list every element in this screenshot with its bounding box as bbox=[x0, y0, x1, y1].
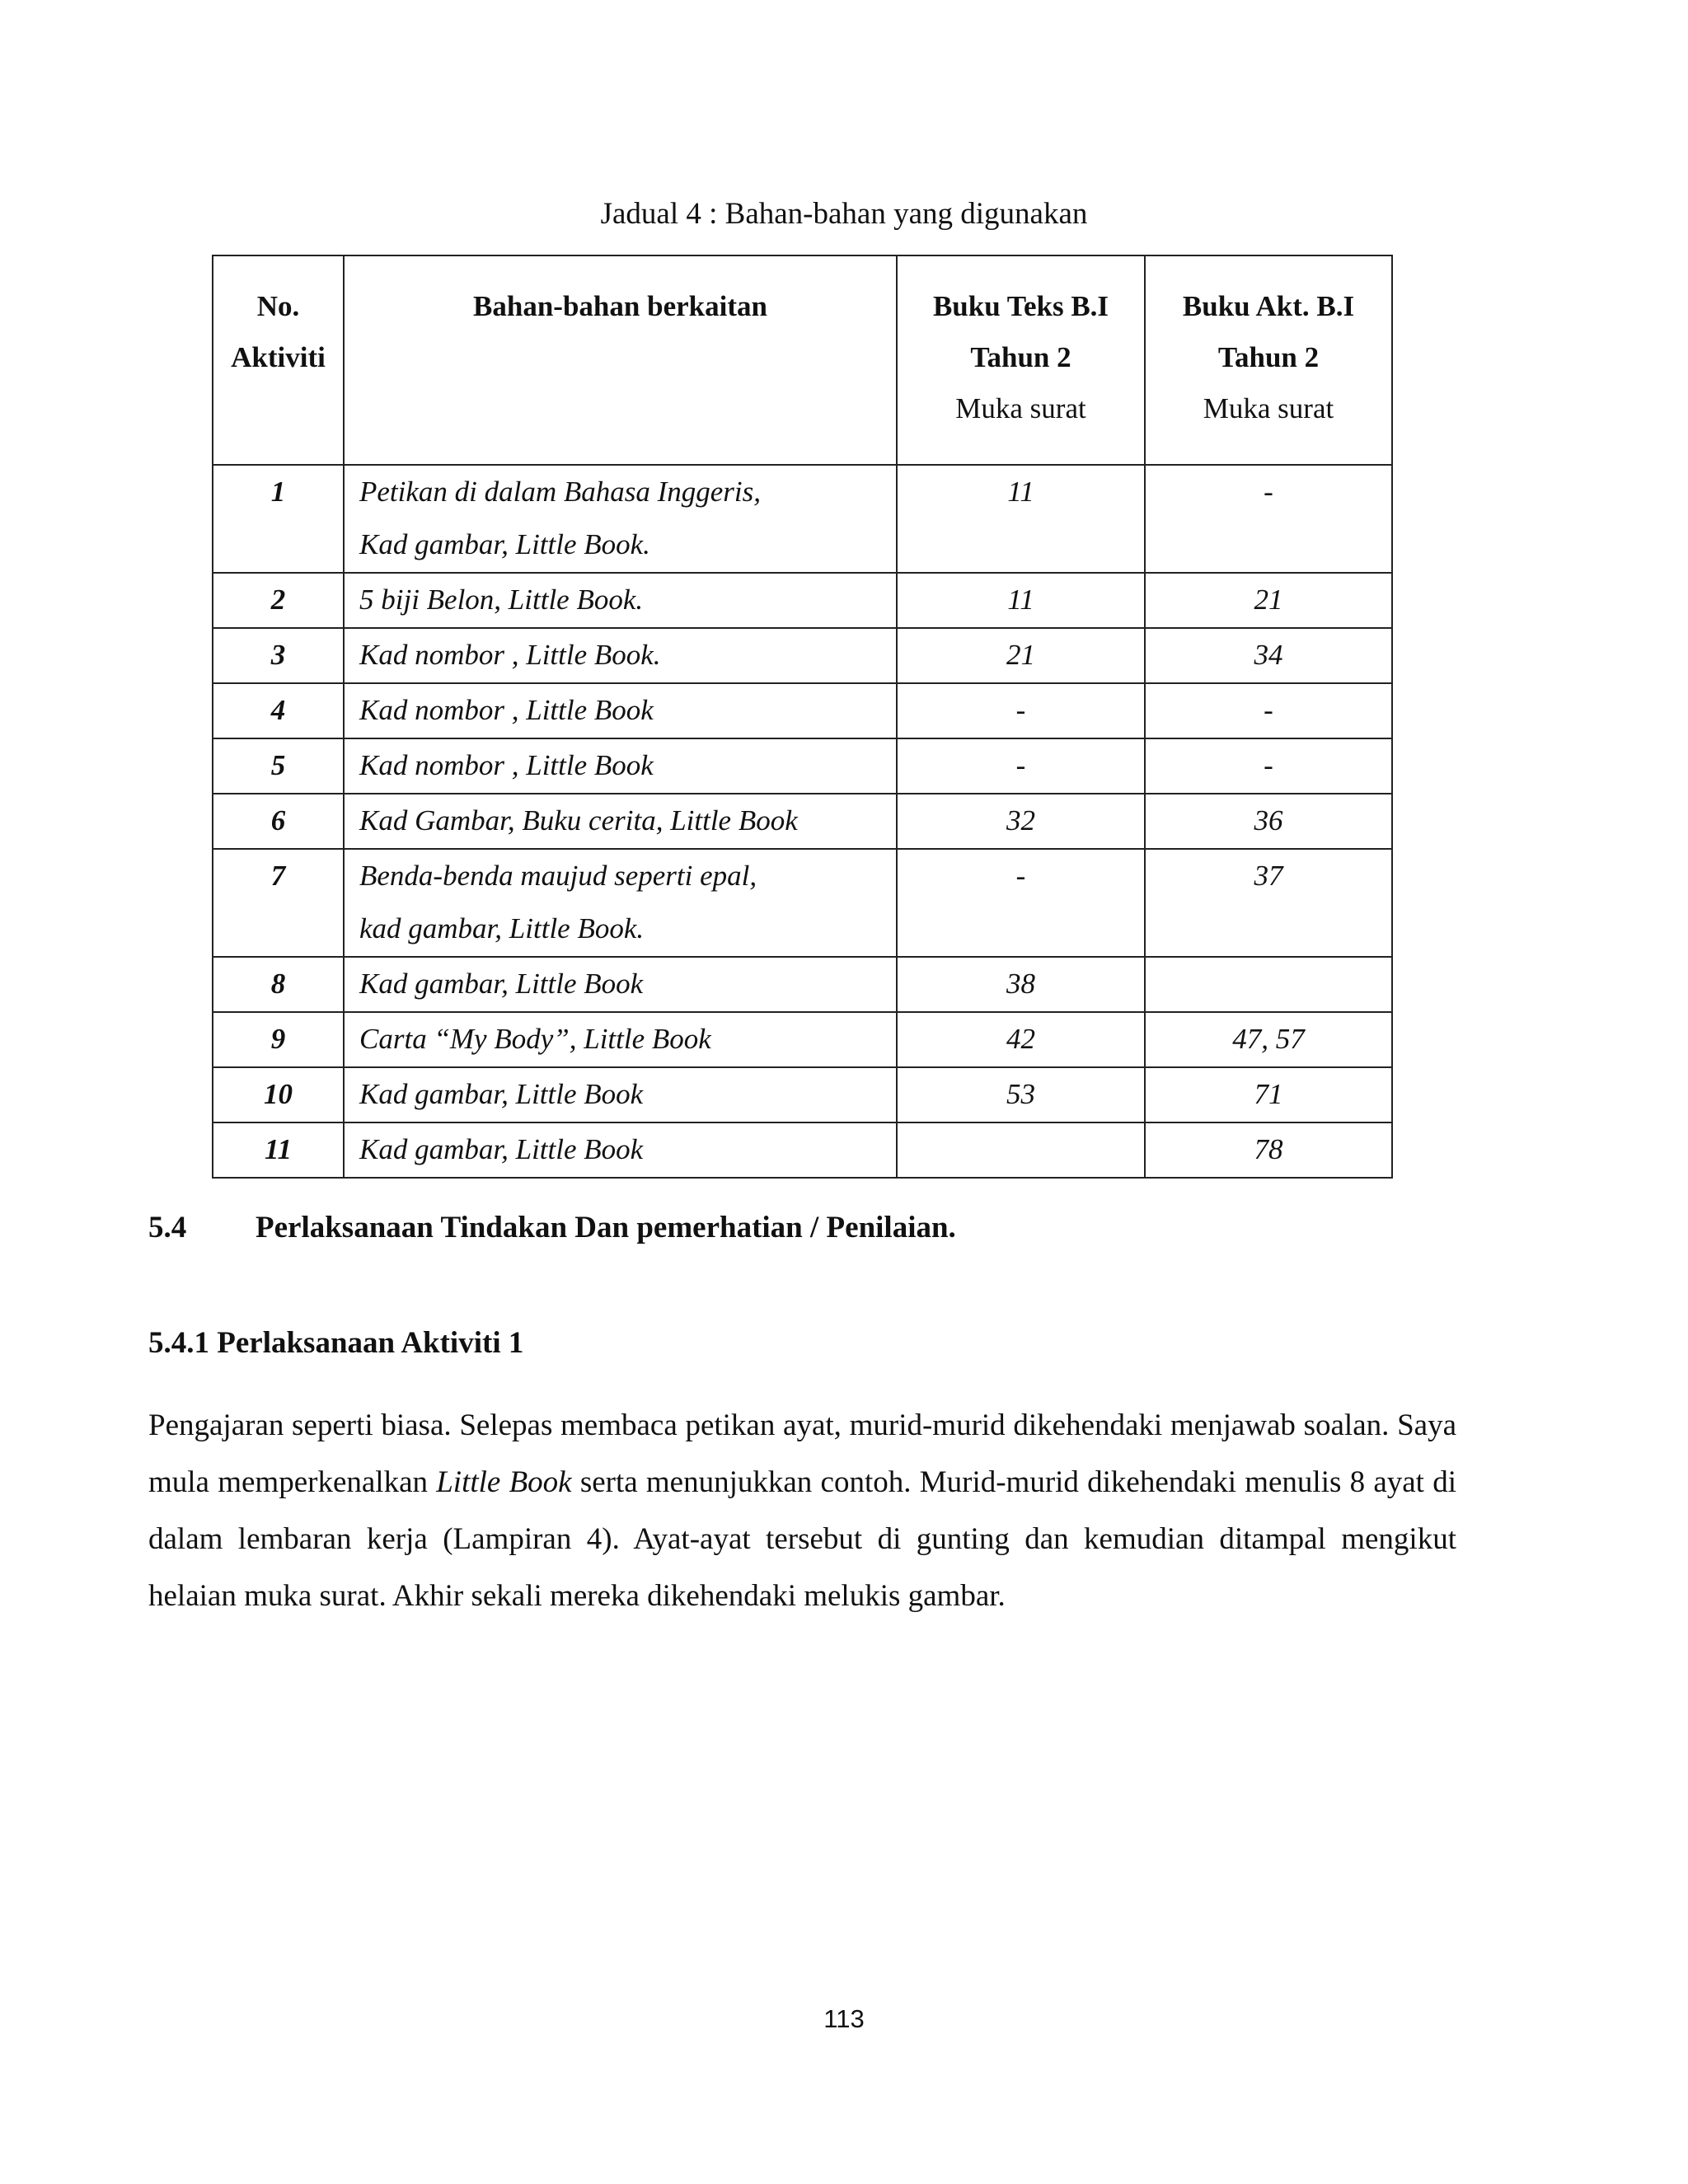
materials-line: Petikan di dalam Bahasa Inggeris, bbox=[359, 476, 762, 508]
cell-textbook-page: 11 bbox=[897, 465, 1145, 573]
table-row bbox=[213, 1067, 1392, 1122]
cell-textbook-page: 21 bbox=[897, 628, 1145, 683]
header-no-aktiviti: No. Aktiviti bbox=[213, 255, 344, 465]
table-caption: Jadual 4 : Bahan-bahan yang digunakan bbox=[600, 197, 1088, 231]
materials-line: Kad nombor , Little Book bbox=[359, 749, 654, 781]
table-body bbox=[213, 465, 1392, 1178]
cell-activity-book-page: 37 bbox=[1145, 849, 1392, 957]
table-row bbox=[213, 683, 1392, 738]
materials-line: Kad Gambar, Buku cerita, Little Book bbox=[359, 804, 798, 837]
cell-materials bbox=[344, 573, 897, 628]
table-row bbox=[213, 794, 1392, 849]
cell-activity-book-page: 78 bbox=[1145, 1122, 1392, 1178]
table-row bbox=[213, 573, 1392, 628]
cell-activity-book-page: 34 bbox=[1145, 628, 1392, 683]
materials-line: kad gambar, Little Book. bbox=[359, 912, 645, 944]
materials-line: Kad nombor , Little Book. bbox=[359, 639, 661, 671]
cell-activity-no: 3 bbox=[213, 628, 344, 683]
cell-activity-book-page: - bbox=[1145, 738, 1392, 794]
materials-line: Kad gambar, Little Book bbox=[359, 968, 644, 1000]
cell-materials bbox=[344, 849, 897, 957]
cell-textbook-page: 11 bbox=[897, 573, 1145, 628]
materials-table bbox=[212, 255, 1393, 1179]
cell-activity-no: 7 bbox=[213, 849, 344, 957]
cell-activity-no: 4 bbox=[213, 683, 344, 738]
subsection-heading: 5.4.1 Perlaksanaan Aktiviti 1 bbox=[148, 1326, 524, 1360]
cell-activity-no: 6 bbox=[213, 794, 344, 849]
table-row bbox=[213, 957, 1392, 1012]
cell-activity-book-page: 21 bbox=[1145, 573, 1392, 628]
cell-textbook-page: - bbox=[897, 849, 1145, 957]
table-header-row bbox=[213, 255, 1392, 465]
materials-line: Kad gambar, Little Book bbox=[359, 1078, 644, 1110]
little-book-term: Little Book bbox=[436, 1465, 572, 1499]
cell-activity-book-page: 36 bbox=[1145, 794, 1392, 849]
cell-materials bbox=[344, 465, 897, 573]
cell-textbook-page: 38 bbox=[897, 957, 1145, 1012]
cell-materials bbox=[344, 738, 897, 794]
cell-activity-book-page: - bbox=[1145, 465, 1392, 573]
cell-activity-no: 10 bbox=[213, 1067, 344, 1122]
cell-activity-no: 5 bbox=[213, 738, 344, 794]
cell-textbook-page: 32 bbox=[897, 794, 1145, 849]
table-row bbox=[213, 849, 1392, 957]
cell-activity-book-page: 71 bbox=[1145, 1067, 1392, 1122]
cell-materials bbox=[344, 957, 897, 1012]
header-materials: Bahan-bahan berkaitan bbox=[344, 255, 897, 465]
materials-line: Kad nombor , Little Book bbox=[359, 694, 654, 726]
table-row bbox=[213, 465, 1392, 573]
cell-activity-no: 11 bbox=[213, 1122, 344, 1178]
section-heading bbox=[148, 1208, 956, 1248]
cell-textbook-page: 53 bbox=[897, 1067, 1145, 1122]
cell-materials bbox=[344, 794, 897, 849]
cell-textbook-page bbox=[897, 1122, 1145, 1178]
cell-textbook-page: - bbox=[897, 683, 1145, 738]
cell-materials bbox=[344, 683, 897, 738]
materials-line: Kad gambar, Little Book bbox=[359, 1133, 644, 1165]
cell-activity-book-page: 47, 57 bbox=[1145, 1012, 1392, 1067]
page-number: 113 bbox=[823, 2004, 865, 2033]
cell-activity-no: 9 bbox=[213, 1012, 344, 1067]
cell-activity-no: 2 bbox=[213, 573, 344, 628]
materials-line: Kad gambar, Little Book. bbox=[359, 528, 650, 560]
cell-materials bbox=[344, 628, 897, 683]
cell-textbook-page: - bbox=[897, 738, 1145, 794]
materials-line: Carta “My Body”, Little Book bbox=[359, 1023, 711, 1055]
header-activity-book: Buku Akt. B.I Tahun 2 Muka surat bbox=[1145, 255, 1392, 465]
table-row bbox=[213, 1122, 1392, 1178]
cell-activity-book-page: - bbox=[1145, 683, 1392, 738]
section-title: Perlaksanaan Tindakan Dan pemerhatian / Penilaian. bbox=[256, 1211, 956, 1244]
cell-activity-no: 1 bbox=[213, 465, 344, 573]
materials-line: 5 biji Belon, Little Book. bbox=[359, 583, 644, 616]
cell-activity-book-page bbox=[1145, 957, 1392, 1012]
cell-activity-no: 8 bbox=[213, 957, 344, 1012]
table-row bbox=[213, 1012, 1392, 1067]
materials-line: Benda-benda maujud seperti epal, bbox=[359, 860, 757, 892]
table-row bbox=[213, 628, 1392, 683]
table-row bbox=[213, 738, 1392, 794]
body-paragraph: Pengajaran seperti biasa. Selepas membaca petikan ayat, murid-murid dikehendaki menjawab soalan. Saya mula memperkenalkan Little Book serta menunjukkan contoh. Murid-murid dikehendaki menulis 8 ayat di dalam lembaran kerja (Lampiran 4). Ayat-ayat tersebut di gunting dan kemudian ditampal mengikut helaian muka surat. Akhir sekali mereka dikehendaki melukis gambar. bbox=[148, 1408, 1456, 1613]
cell-textbook-page: 42 bbox=[897, 1012, 1145, 1067]
cell-materials bbox=[344, 1067, 897, 1122]
section-number: 5.4 bbox=[148, 1211, 187, 1244]
cell-materials bbox=[344, 1122, 897, 1178]
cell-materials bbox=[344, 1012, 897, 1067]
header-textbook: Buku Teks B.I Tahun 2 Muka surat bbox=[897, 255, 1145, 465]
